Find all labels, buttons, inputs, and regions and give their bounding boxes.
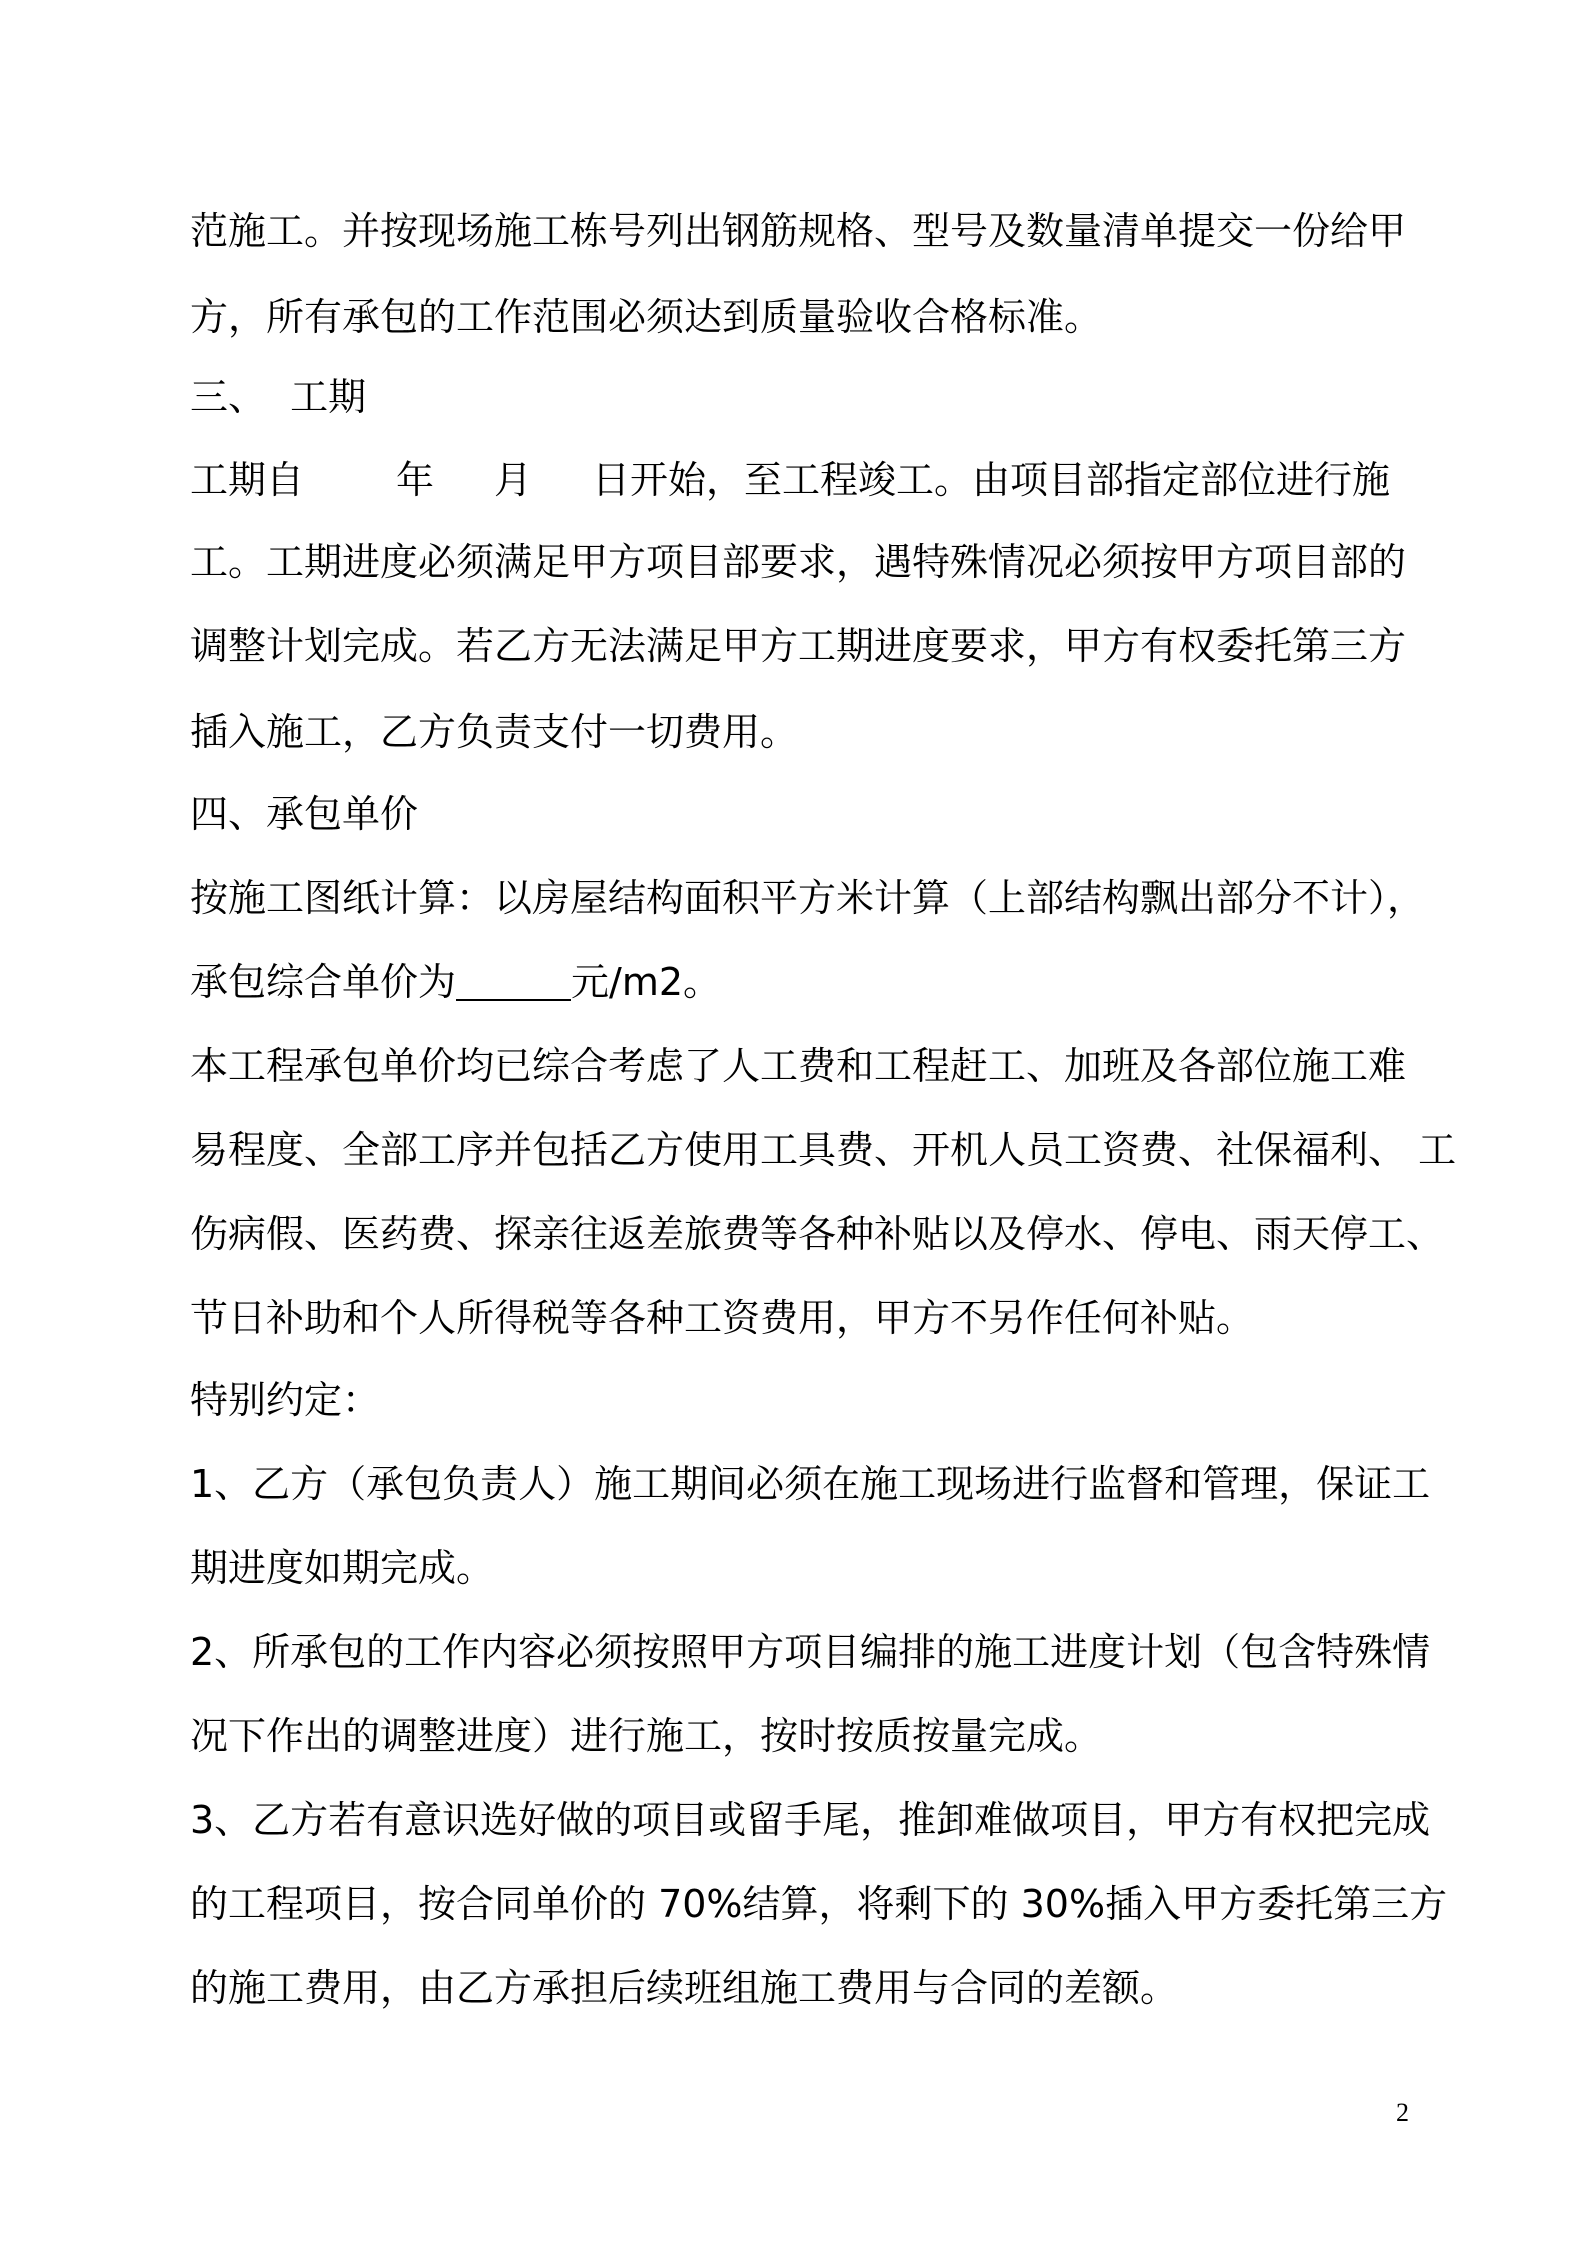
term-2-line-2	[190, 1710, 1102, 1762]
term-3-line-2	[190, 1878, 1448, 1930]
section-heading-4	[190, 788, 418, 840]
paragraph-line-11	[190, 1040, 1410, 1092]
line-text: 期进度如期完成。	[190, 1546, 495, 1590]
paragraph-line-13	[190, 1208, 1445, 1260]
line-text: 伤病假、医药费、探亲往返差旅费等各种补贴以及停水、停电、雨天停工、	[190, 1212, 1445, 1256]
period-start-text: 工期自	[190, 458, 305, 502]
heading-text: 三、 工期	[190, 375, 367, 419]
line-text: 范施工。并按现场施工栋号列出钢筋规格、型号及数量清单提交一份给甲	[190, 209, 1407, 253]
line-text: 节日补助和个人所得税等各种工资费用，甲方不另作任何补贴。	[190, 1296, 1255, 1340]
heading-text: 四、承包单价	[190, 792, 419, 836]
term-3-line-3	[190, 1962, 1178, 2014]
heading-text: 特别约定：	[190, 1378, 381, 1422]
line-text: 易程度、全部工序并包括乙方使用工具费、开机人员工资费、社保福利、 工	[190, 1128, 1457, 1172]
unit-price-unit: 元/m2。	[571, 960, 722, 1004]
line-text: 插入施工，乙方负责支付一切费用。	[190, 710, 799, 754]
line-text: 的施工费用，由乙方承担后续班组施工费用与合同的差额。	[190, 1966, 1179, 2010]
period-line	[190, 454, 1390, 506]
year-label: 年	[396, 458, 435, 502]
period-rest-text: 日开始，至工程竣工。由项目部指定部位进行施	[592, 458, 1391, 502]
term-3-line-1	[190, 1794, 1431, 1846]
line-text: 况下作出的调整进度）进行施工，按时按质按量完成。	[190, 1714, 1103, 1758]
paragraph-line-9	[190, 872, 1425, 924]
unit-price-label: 承包综合单价为	[190, 960, 457, 1004]
line-text: 本工程承包单价均已综合考虑了人工费和工程赶工、加班及各部位施工难	[190, 1044, 1407, 1088]
term-2-line-1	[190, 1626, 1431, 1678]
line-text: 方，所有承包的工作范围必须达到质量验收合格标准。	[190, 295, 1103, 339]
section-heading-3	[190, 371, 366, 423]
paragraph-line-1	[190, 205, 1410, 257]
line-text: 工。工期进度必须满足甲方项目部要求，遇特殊情况必须按甲方项目部的	[190, 540, 1407, 584]
term-1-line-1	[190, 1458, 1431, 1510]
month-label: 月	[494, 458, 533, 502]
term-1-line-2	[190, 1542, 494, 1594]
line-text: 3、乙方若有意识选好做的项目或留手尾，推卸难做项目，甲方有权把完成	[190, 1798, 1431, 1842]
line-text: 2、所承包的工作内容必须按照甲方项目编排的施工进度计划（包含特殊情	[190, 1630, 1431, 1674]
unit-price-line	[190, 956, 721, 1008]
paragraph-line-7	[190, 706, 798, 758]
line-text: 的工程项目，按合同单价的 70%结算，将剩下的 30%插入甲方委托第三方	[190, 1882, 1448, 1926]
line-text: 1、乙方（承包负责人）施工期间必须在施工现场进行监督和管理，保证工	[190, 1462, 1431, 1506]
page-number: 2	[1396, 2098, 1409, 2127]
line-text: 按施工图纸计算：以房屋结构面积平方米计算（上部结构飘出部分不计），	[190, 876, 1426, 920]
paragraph-line-5	[190, 536, 1406, 588]
paragraph-line-14	[190, 1292, 1254, 1344]
paragraph-line-2	[190, 291, 1102, 343]
paragraph-line-6	[190, 620, 1406, 672]
paragraph-line-12	[190, 1124, 1457, 1176]
special-terms-heading	[190, 1374, 380, 1426]
unit-price-blank	[456, 961, 571, 1001]
line-text: 调整计划完成。若乙方无法满足甲方工期进度要求，甲方有权委托第三方	[190, 624, 1407, 668]
